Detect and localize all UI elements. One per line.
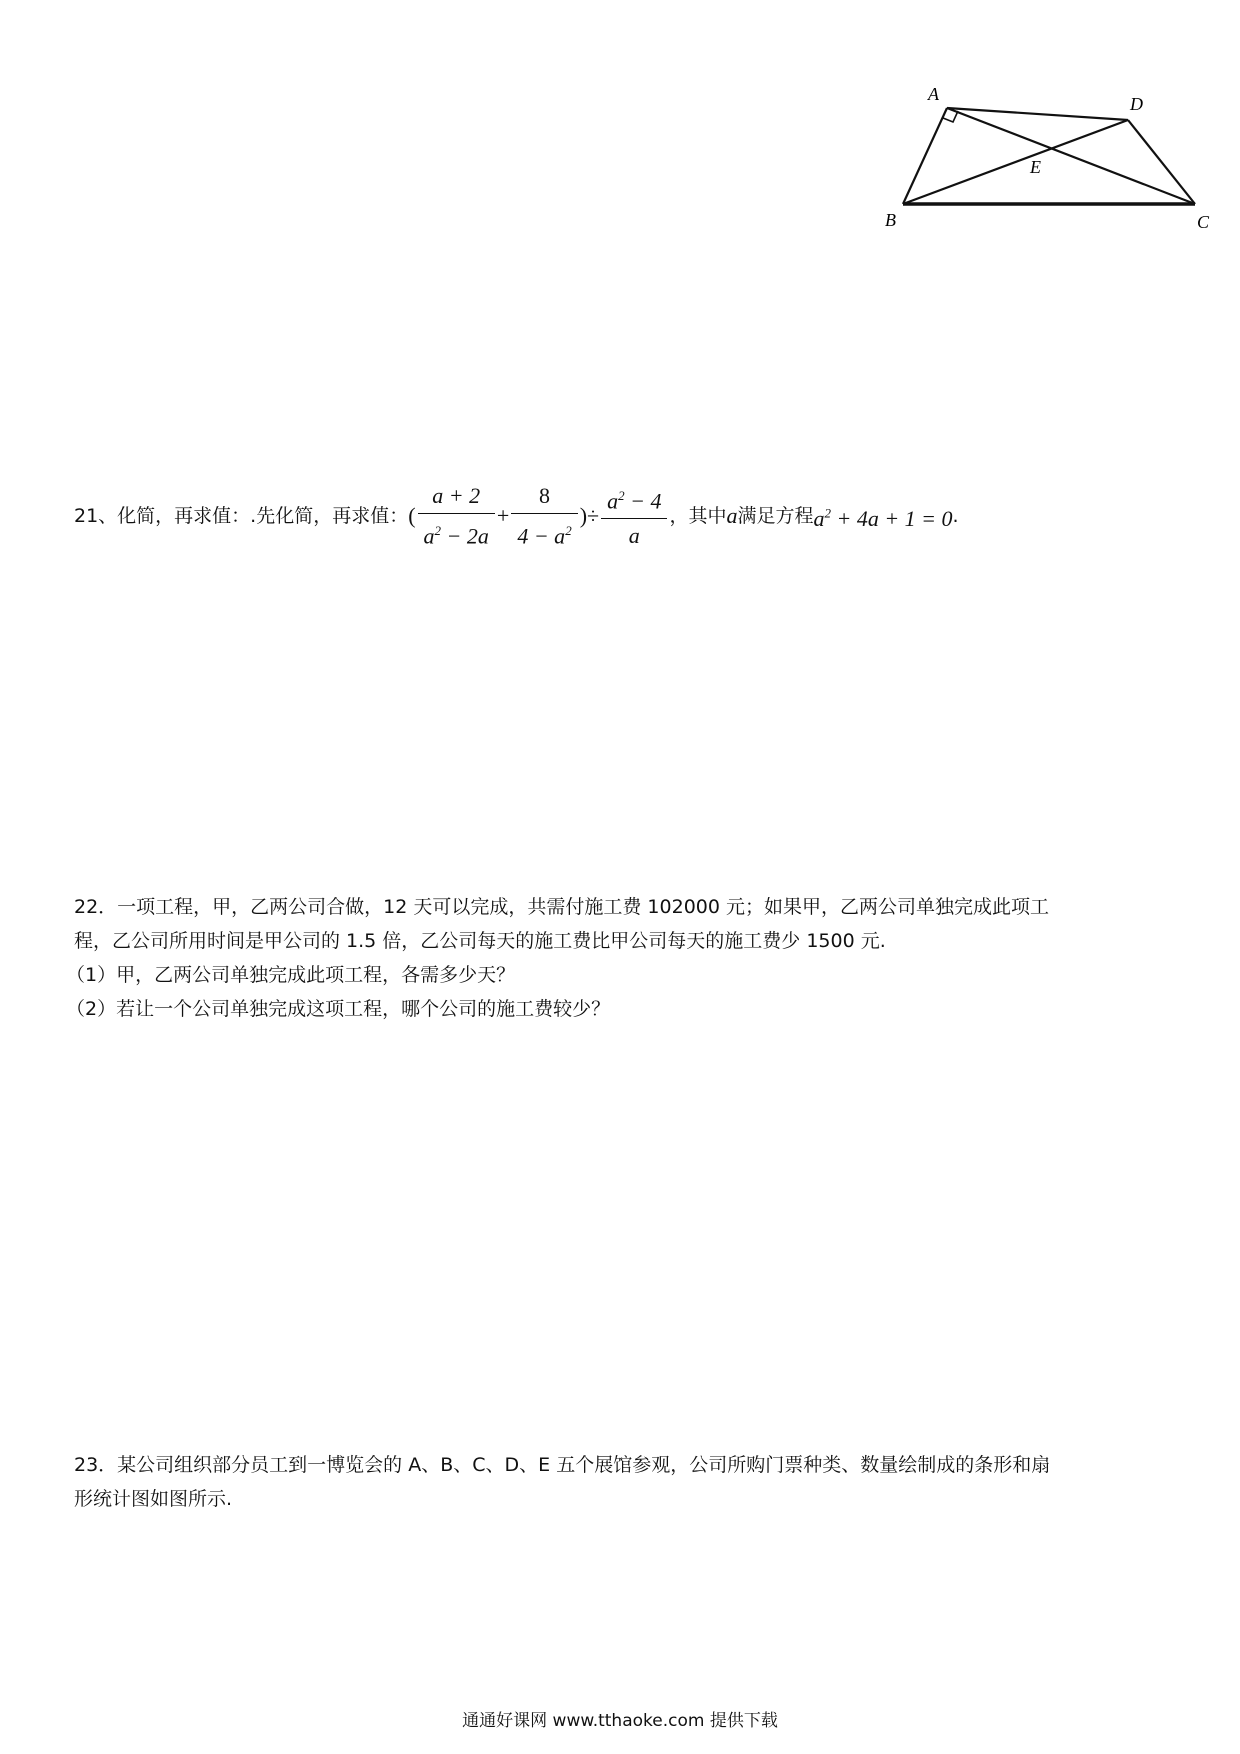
q21-fraction-2: $\frac{8}{4 - a^2}$ bbox=[511, 482, 577, 550]
q23-line-1: 23．某公司组织部分员工到一博览会的 A、B、C、D、E 五个展馆参观，公司所购门票种类、数量绘制成的条形和扇 bbox=[74, 1454, 1051, 1476]
q21-fraction-1: $\frac{a + 2}{a^2 - 2a}$ bbox=[418, 482, 495, 550]
q21-equation: $a^2 + 4a + 1 = 0$ bbox=[813, 505, 953, 531]
trapezoid-figure bbox=[870, 80, 1220, 240]
question-22 bbox=[66, 890, 1050, 1026]
label-b: B bbox=[885, 210, 896, 230]
label-e: E bbox=[1030, 157, 1041, 177]
page-footer: 通通好课网 www.tthaoke.com 提供下载 bbox=[462, 1711, 778, 1731]
question-21: 21、化简，再求值：.先化简，再求值：( $\frac{a + 2}{a^2 - 2a}$ + $\frac{8}{4 - a^2}$ )÷ $\frac{a^2 - 4}{a}$ ，其中a满足方程$a^2 + 4a + 1 = 0$. bbox=[74, 483, 959, 549]
question-23 bbox=[74, 1448, 1050, 1516]
q21-fraction-3: $\frac{a^2 - 4}{a}$ bbox=[601, 482, 667, 550]
q23-line-2: 形统计图如图所示. bbox=[74, 1488, 233, 1510]
label-c: C bbox=[1197, 212, 1210, 232]
q21-prefix: 21、化简，再求值：.先化简，再求值： bbox=[74, 505, 409, 528]
q22-subquestion-2: （2）若让一个公司单独完成这项工程，哪个公司的施工费较少？ bbox=[66, 998, 611, 1020]
label-d: D bbox=[1130, 94, 1143, 114]
q22-subquestion-1: （1）甲，乙两公司单独完成此项工程，各需多少天？ bbox=[66, 964, 516, 986]
label-a: A bbox=[928, 84, 939, 104]
q22-line-1: 22．一项工程，甲，乙两公司合做，12 天可以完成，共需付施工费 102000 元；如果甲，乙两公司单独完成此项工 bbox=[74, 896, 1050, 918]
q22-line-2: 程，乙公司所用时间是甲公司的 1.5 倍，乙公司每天的施工费比甲公司每天的施工费少 1500 元. bbox=[74, 930, 886, 952]
